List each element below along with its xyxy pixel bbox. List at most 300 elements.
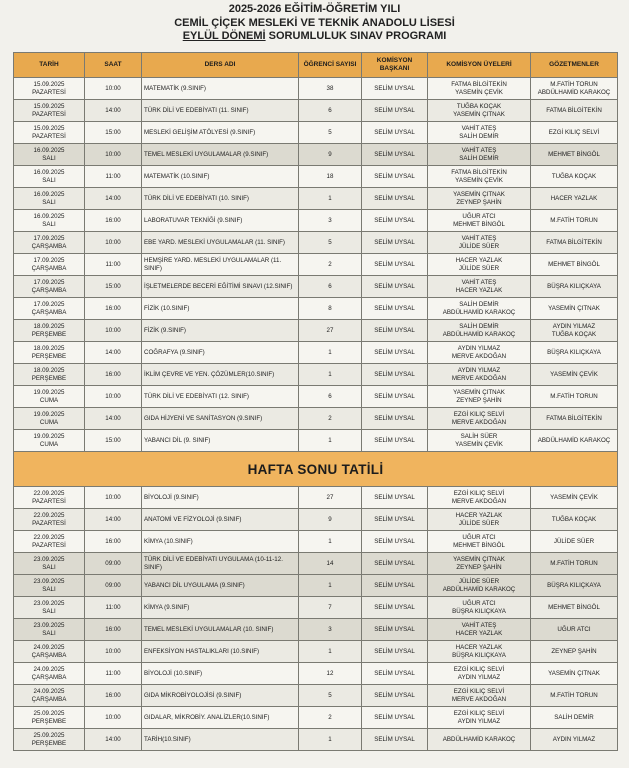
lesson-cell: GIDA MİKROBİYOLOJİSİ (9.SINIF) xyxy=(142,685,299,707)
supervisor: BÜŞRA KILIÇKAYA xyxy=(547,348,601,356)
supervisor: ZEYNEP ŞAHİN xyxy=(551,647,597,655)
supervisors-cell xyxy=(531,254,618,276)
student-count-cell: 3 xyxy=(299,619,362,641)
exam-day: PERŞEMBE xyxy=(31,330,67,338)
exam-date: 23.09.2025 xyxy=(33,555,65,563)
date-cell xyxy=(14,663,85,685)
lesson-cell: ENFEKSİYON HASTALIKLARI (10.SINIF) xyxy=(142,641,299,663)
date-cell xyxy=(14,597,85,619)
date-cell xyxy=(14,232,85,254)
commission-member: JÜLİDE SÜER xyxy=(458,264,500,272)
lesson-cell: MATEMATİK (9.SINIF) xyxy=(142,78,299,100)
commission-members-cell xyxy=(428,78,531,100)
commission-member: SALİH DEMİR xyxy=(459,132,499,140)
lesson-cell: İŞLETMELERDE BECERİ EĞİTİMİ SINAVI (12.SINIF) xyxy=(142,276,299,298)
exam-date: 19.09.2025 xyxy=(33,432,65,440)
commission-members-cell xyxy=(428,210,531,232)
header-row xyxy=(14,53,618,78)
table-row xyxy=(14,707,618,729)
table-row xyxy=(14,641,618,663)
lesson-cell: TEMEL MESLEKİ UYGULAMALAR (10. SINIF) xyxy=(142,619,299,641)
student-count-cell: 1 xyxy=(299,364,362,386)
exam-day: PAZARTESİ xyxy=(32,519,66,527)
time-cell: 10:00 xyxy=(85,386,142,408)
commission-president-cell: SELİM UYSAL xyxy=(362,641,428,663)
supervisors-cell xyxy=(531,232,618,254)
table-row xyxy=(14,531,618,553)
date-cell xyxy=(14,641,85,663)
exam-date: 18.09.2025 xyxy=(33,344,65,352)
lesson-cell: GIDALAR, MİKROBİY. ANALİZLER(10.SINIF) xyxy=(142,707,299,729)
time-cell: 10:00 xyxy=(85,320,142,342)
commission-president-cell: SELİM UYSAL xyxy=(362,298,428,320)
time-cell: 10:00 xyxy=(85,232,142,254)
supervisors-cell xyxy=(531,78,618,100)
supervisors-cell xyxy=(531,707,618,729)
commission-member: VAHİT ATEŞ xyxy=(461,124,497,132)
lesson-cell: YABANCI DİL UYGULAMA (9.SINIF) xyxy=(142,575,299,597)
time-cell: 11:00 xyxy=(85,597,142,619)
supervisor: TUĞBA KOÇAK xyxy=(551,172,597,180)
supervisors-cell xyxy=(531,408,618,430)
date-cell xyxy=(14,166,85,188)
commission-members-cell xyxy=(428,386,531,408)
time-cell: 10:00 xyxy=(85,78,142,100)
commission-president-cell: SELİM UYSAL xyxy=(362,144,428,166)
exam-day: CUMA xyxy=(39,396,59,404)
commission-member: SALİH DEMİR xyxy=(459,300,499,308)
exam-day: PERŞEMBE xyxy=(31,717,67,725)
exam-date: 24.09.2025 xyxy=(33,687,65,695)
commission-member: ZEYNEP ŞAHİN xyxy=(456,198,502,206)
exam-date: 25.09.2025 xyxy=(33,731,65,739)
document-title-block xyxy=(0,3,629,44)
commission-president-cell: SELİM UYSAL xyxy=(362,342,428,364)
lesson-cell: KİMYA (9.SINIF) xyxy=(142,597,299,619)
supervisors-cell xyxy=(531,729,618,751)
lesson-cell: TÜRK DİLİ VE EDEBİYATI (12. SINIF) xyxy=(142,386,299,408)
supervisor: FATMA BİLGİTEKİN xyxy=(546,238,602,246)
student-count-cell: 6 xyxy=(299,386,362,408)
commission-president-cell: SELİM UYSAL xyxy=(362,509,428,531)
exam-day: SALI xyxy=(42,585,56,593)
exam-day: PERŞEMBE xyxy=(31,739,67,747)
date-cell xyxy=(14,408,85,430)
table-row xyxy=(14,685,618,707)
date-cell xyxy=(14,342,85,364)
student-count-cell: 18 xyxy=(299,166,362,188)
student-count-cell: 1 xyxy=(299,729,362,751)
time-cell: 10:00 xyxy=(85,641,142,663)
exam-date: 23.09.2025 xyxy=(33,577,65,585)
table-row xyxy=(14,78,618,100)
commission-member: ABDÜLHAMİD KARAKOÇ xyxy=(442,330,516,338)
commission-president-cell: SELİM UYSAL xyxy=(362,100,428,122)
student-count-cell: 5 xyxy=(299,232,362,254)
student-count-cell: 5 xyxy=(299,685,362,707)
exam-date: 23.09.2025 xyxy=(33,621,65,629)
lesson-cell: COĞRAFYA (9.SINIF) xyxy=(142,342,299,364)
exam-date: 16.09.2025 xyxy=(33,190,65,198)
commission-president-cell: SELİM UYSAL xyxy=(362,232,428,254)
exam-day: SALI xyxy=(42,563,56,571)
student-count-cell: 6 xyxy=(299,100,362,122)
commission-president-cell: SELİM UYSAL xyxy=(362,729,428,751)
date-cell xyxy=(14,575,85,597)
commission-member: MERVE AKDOĞAN xyxy=(451,374,507,382)
supervisor: FATMA BİLGİTEKİN xyxy=(546,414,602,422)
commission-members-cell xyxy=(428,320,531,342)
title-year: 2025-2026 EĞİTİM-ÖĞRETİM YILI xyxy=(228,3,401,15)
exam-date: 24.09.2025 xyxy=(33,643,65,651)
commission-members-cell xyxy=(428,553,531,575)
commission-member: YASEMİN ÇEVİK xyxy=(455,176,503,184)
supervisor: M.FATİH TORUN xyxy=(550,559,598,567)
time-cell: 14:00 xyxy=(85,342,142,364)
commission-member: YASEMİN ÇEVİK xyxy=(455,88,503,96)
exam-schedule-table xyxy=(13,52,618,751)
lesson-cell: FİZİK (10.SINIF) xyxy=(142,298,299,320)
lesson-cell: YABANCI DİL (9. SINIF) xyxy=(142,430,299,452)
time-cell: 10:00 xyxy=(85,144,142,166)
exam-date: 18.09.2025 xyxy=(33,366,65,374)
table-row xyxy=(14,386,618,408)
commission-member: EZGİ KILIÇ SELVİ xyxy=(453,410,505,418)
supervisors-cell xyxy=(531,685,618,707)
time-cell: 14:00 xyxy=(85,729,142,751)
exam-day: CUMA xyxy=(39,440,59,448)
student-count-cell: 1 xyxy=(299,531,362,553)
commission-member: UĞUR ATCI xyxy=(462,599,496,607)
student-count-cell: 7 xyxy=(299,597,362,619)
date-cell xyxy=(14,320,85,342)
supervisor: BÜŞRA KILIÇKAYA xyxy=(547,282,601,290)
header-supervisors: GÖZETMENLER xyxy=(531,53,618,78)
supervisor: MEHMET BİNGÖL xyxy=(548,260,600,268)
time-cell: 09:00 xyxy=(85,575,142,597)
lesson-cell: LABORATUVAR TEKNİĞİ (9.SINIF) xyxy=(142,210,299,232)
exam-day: ÇARŞAMBA xyxy=(31,242,67,250)
exam-date: 23.09.2025 xyxy=(33,599,65,607)
lesson-cell: HEMŞİRE YARD. MESLEKİ UYGULAMALAR (11. SINIF) xyxy=(142,254,299,276)
time-cell: 16:00 xyxy=(85,298,142,320)
time-cell: 11:00 xyxy=(85,663,142,685)
table-row xyxy=(14,320,618,342)
lesson-cell: TÜRK DİLİ VE EDEBİYATI (10. SINIF) xyxy=(142,188,299,210)
date-cell xyxy=(14,386,85,408)
exam-day: PAZARTESİ xyxy=(32,541,66,549)
supervisor: ABDÜLHAMİD KARAKOÇ xyxy=(537,88,611,96)
table-row xyxy=(14,663,618,685)
exam-date: 16.09.2025 xyxy=(33,212,65,220)
exam-day: PAZARTESİ xyxy=(32,110,66,118)
exam-day: PAZARTESİ xyxy=(32,88,66,96)
student-count-cell: 1 xyxy=(299,188,362,210)
header-time: SAAT xyxy=(85,53,142,78)
header-commission-president: KOMİSYON BAŞKANI xyxy=(362,53,428,78)
commission-president-cell: SELİM UYSAL xyxy=(362,685,428,707)
commission-president-cell: SELİM UYSAL xyxy=(362,188,428,210)
exam-date: 22.09.2025 xyxy=(33,533,65,541)
commission-member: VAHİT ATEŞ xyxy=(461,146,497,154)
table-row xyxy=(14,729,618,751)
commission-member: JÜLİDE SÜER xyxy=(458,519,500,527)
commission-members-cell xyxy=(428,188,531,210)
exam-date: 15.09.2025 xyxy=(33,124,65,132)
commission-members-cell xyxy=(428,276,531,298)
student-count-cell: 27 xyxy=(299,320,362,342)
student-count-cell: 9 xyxy=(299,509,362,531)
commission-member: ABDÜLHAMİD KARAKOÇ xyxy=(442,585,516,593)
commission-president-cell: SELİM UYSAL xyxy=(362,707,428,729)
table-row xyxy=(14,100,618,122)
commission-members-cell xyxy=(428,430,531,452)
table-row xyxy=(14,342,618,364)
exam-date: 22.09.2025 xyxy=(33,511,65,519)
lesson-cell: ANATOMİ VE FİZYOLOJİ (9.SINIF) xyxy=(142,509,299,531)
lesson-cell: FİZİK (9.SINIF) xyxy=(142,320,299,342)
supervisors-cell xyxy=(531,144,618,166)
date-cell xyxy=(14,729,85,751)
commission-member: BÜŞRA KILIÇKAYA xyxy=(452,651,506,659)
commission-president-cell: SELİM UYSAL xyxy=(362,408,428,430)
commission-member: EZGİ KILIÇ SELVİ xyxy=(453,489,505,497)
supervisors-cell xyxy=(531,298,618,320)
commission-member: MERVE AKDOĞAN xyxy=(451,352,507,360)
supervisor: M.FATİH TORUN xyxy=(550,80,598,88)
date-cell xyxy=(14,685,85,707)
table-row xyxy=(14,509,618,531)
supervisors-cell xyxy=(531,210,618,232)
header-commission-members: KOMİSYON ÜYELERİ xyxy=(428,53,531,78)
commission-member: BÜŞRA KILIÇKAYA xyxy=(452,607,506,615)
supervisors-cell xyxy=(531,342,618,364)
exam-day: CUMA xyxy=(39,418,59,426)
lesson-cell: TÜRK DİLİ VE EDEBİYATI (11. SINIF) xyxy=(142,100,299,122)
date-cell xyxy=(14,276,85,298)
time-cell: 14:00 xyxy=(85,408,142,430)
title-program xyxy=(0,30,629,44)
student-count-cell: 14 xyxy=(299,553,362,575)
commission-member: HACER YAZLAK xyxy=(455,511,503,519)
exam-date: 15.09.2025 xyxy=(33,80,65,88)
date-cell xyxy=(14,553,85,575)
exam-date: 17.09.2025 xyxy=(33,256,65,264)
student-count-cell: 38 xyxy=(299,78,362,100)
exam-day: SALI xyxy=(42,176,56,184)
commission-member: AYDIN YILMAZ xyxy=(457,366,501,374)
supervisor: YASEMİN ÇITNAK xyxy=(548,304,600,312)
commission-members-cell xyxy=(428,408,531,430)
supervisor: HACER YAZLAK xyxy=(550,194,598,202)
exam-day: ÇARŞAMBA xyxy=(31,695,67,703)
time-cell: 11:00 xyxy=(85,254,142,276)
student-count-cell: 2 xyxy=(299,408,362,430)
time-cell: 15:00 xyxy=(85,122,142,144)
date-cell xyxy=(14,707,85,729)
supervisor: M.FATİH TORUN xyxy=(550,216,598,224)
commission-member: HACER YAZLAK xyxy=(455,643,503,651)
commission-members-cell xyxy=(428,619,531,641)
supervisors-cell xyxy=(531,553,618,575)
student-count-cell: 27 xyxy=(299,487,362,509)
supervisor: AYDIN YILMAZ xyxy=(552,322,596,330)
header-lesson: DERS ADI xyxy=(142,53,299,78)
commission-member: EZGİ KILIÇ SELVİ xyxy=(453,687,505,695)
commission-member: AYDIN YILMAZ xyxy=(457,344,501,352)
supervisors-cell xyxy=(531,575,618,597)
date-cell xyxy=(14,298,85,320)
supervisors-cell xyxy=(531,386,618,408)
commission-president-cell: SELİM UYSAL xyxy=(362,320,428,342)
commission-member: TUĞBA KOÇAK xyxy=(456,102,502,110)
commission-member: HACER YAZLAK xyxy=(455,256,503,264)
student-count-cell: 8 xyxy=(299,298,362,320)
commission-member: YASEMİN ÇITNAK xyxy=(453,388,505,396)
table-row xyxy=(14,487,618,509)
commission-member: MEHMET BİNGÖL xyxy=(453,541,505,549)
commission-president-cell: SELİM UYSAL xyxy=(362,276,428,298)
exam-date: 16.09.2025 xyxy=(33,168,65,176)
date-cell xyxy=(14,188,85,210)
commission-members-cell xyxy=(428,509,531,531)
supervisor: BÜŞRA KILIÇKAYA xyxy=(547,581,601,589)
table-row xyxy=(14,254,618,276)
commission-members-cell xyxy=(428,364,531,386)
commission-members-cell xyxy=(428,100,531,122)
exam-date: 24.09.2025 xyxy=(33,665,65,673)
exam-date: 18.09.2025 xyxy=(33,322,65,330)
exam-day: PERŞEMBE xyxy=(31,352,67,360)
supervisor: TUĞBA KOÇAK xyxy=(551,330,597,338)
commission-president-cell: SELİM UYSAL xyxy=(362,210,428,232)
supervisors-cell xyxy=(531,188,618,210)
exam-date: 16.09.2025 xyxy=(33,146,65,154)
supervisors-cell xyxy=(531,663,618,685)
exam-date: 25.09.2025 xyxy=(33,709,65,717)
commission-members-cell xyxy=(428,342,531,364)
exam-day: ÇARŞAMBA xyxy=(31,651,67,659)
commission-members-cell xyxy=(428,707,531,729)
supervisors-cell xyxy=(531,597,618,619)
commission-members-cell xyxy=(428,597,531,619)
commission-president-cell: SELİM UYSAL xyxy=(362,663,428,685)
commission-member: VAHİT ATEŞ xyxy=(461,278,497,286)
commission-president-cell: SELİM UYSAL xyxy=(362,386,428,408)
exam-date: 17.09.2025 xyxy=(33,278,65,286)
lesson-cell: BİYOLOJİ (9.SINIF) xyxy=(142,487,299,509)
supervisors-cell xyxy=(531,276,618,298)
exam-day: PAZARTESİ xyxy=(32,497,66,505)
commission-member: VAHİT ATEŞ xyxy=(461,234,497,242)
commission-president-cell: SELİM UYSAL xyxy=(362,430,428,452)
supervisor: UĞUR ATCI xyxy=(557,625,591,633)
supervisor: YASEMİN ÇEVİK xyxy=(550,493,598,501)
date-cell xyxy=(14,430,85,452)
commission-president-cell: SELİM UYSAL xyxy=(362,553,428,575)
date-cell xyxy=(14,509,85,531)
supervisor: M.FATİH TORUN xyxy=(550,392,598,400)
table-row xyxy=(14,144,618,166)
commission-president-cell: SELİM UYSAL xyxy=(362,575,428,597)
commission-member: SALİH DEMİR xyxy=(459,154,499,162)
supervisor: SALİH DEMİR xyxy=(554,713,594,721)
exam-day: ÇARŞAMBA xyxy=(31,308,67,316)
commission-president-cell: SELİM UYSAL xyxy=(362,122,428,144)
supervisors-cell xyxy=(531,122,618,144)
exam-date: 17.09.2025 xyxy=(33,234,65,242)
weekend-holiday-row xyxy=(14,452,618,487)
supervisor: AYDIN YILMAZ xyxy=(552,735,596,743)
supervisor: YASEMİN ÇITNAK xyxy=(548,669,600,677)
lesson-cell: TEMEL MESLEKİ UYGULAMALAR (9.SINIF) xyxy=(142,144,299,166)
supervisors-cell xyxy=(531,641,618,663)
commission-member: MERVE AKDOĞAN xyxy=(451,497,507,505)
exam-date: 15.09.2025 xyxy=(33,102,65,110)
commission-members-cell xyxy=(428,575,531,597)
commission-members-cell xyxy=(428,641,531,663)
date-cell xyxy=(14,78,85,100)
commission-member: YASEMİN ÇITNAK xyxy=(453,190,505,198)
table-row xyxy=(14,166,618,188)
title-term: EYLÜL DÖNEMİ xyxy=(182,30,266,42)
date-cell xyxy=(14,210,85,232)
commission-member: ABDÜLHAMİD KARAKOÇ xyxy=(442,735,516,743)
time-cell: 09:00 xyxy=(85,553,142,575)
supervisor: M.FATİH TORUN xyxy=(550,691,598,699)
time-cell: 10:00 xyxy=(85,487,142,509)
exam-day: SALI xyxy=(42,607,56,615)
supervisors-cell xyxy=(531,531,618,553)
commission-member: SALİH SÜER xyxy=(460,432,498,440)
time-cell: 15:00 xyxy=(85,430,142,452)
exam-day: SALI xyxy=(42,220,56,228)
table-row xyxy=(14,188,618,210)
commission-member: YASEMİN ÇITNAK xyxy=(453,110,505,118)
commission-member: JÜLİDE SÜER xyxy=(458,242,500,250)
date-cell xyxy=(14,531,85,553)
exam-date: 17.09.2025 xyxy=(33,300,65,308)
commission-member: UĞUR ATCI xyxy=(462,533,496,541)
lesson-cell: GIDA HİJYENİ VE SANİTASYON (9.SINIF) xyxy=(142,408,299,430)
student-count-cell: 1 xyxy=(299,641,362,663)
time-cell: 10:00 xyxy=(85,707,142,729)
table-row xyxy=(14,575,618,597)
commission-member: JÜLİDE SÜER xyxy=(458,577,500,585)
exam-date: 22.09.2025 xyxy=(33,489,65,497)
commission-president-cell: SELİM UYSAL xyxy=(362,487,428,509)
commission-members-cell xyxy=(428,531,531,553)
supervisor: MEHMET BİNGÖL xyxy=(548,603,600,611)
table-row xyxy=(14,430,618,452)
supervisor: YASEMİN ÇEVİK xyxy=(550,370,598,378)
supervisors-cell xyxy=(531,100,618,122)
exam-day: SALI xyxy=(42,629,56,637)
supervisor: ABDÜLHAMİD KARAKOÇ xyxy=(537,436,611,444)
header-student-count: ÖĞRENCİ SAYISI xyxy=(299,53,362,78)
commission-member: MERVE AKDOĞAN xyxy=(451,418,507,426)
commission-member: UĞUR ATCI xyxy=(462,212,496,220)
title-school: CEMİL ÇİÇEK MESLEKİ VE TEKNİK ANADOLU LİSESİ xyxy=(174,16,455,29)
time-cell: 15:00 xyxy=(85,276,142,298)
commission-member: AYDIN YILMAZ xyxy=(457,673,501,681)
table-row xyxy=(14,364,618,386)
lesson-cell: KİMYA (10.SINIF) xyxy=(142,531,299,553)
time-cell: 14:00 xyxy=(85,100,142,122)
time-cell: 14:00 xyxy=(85,509,142,531)
date-cell xyxy=(14,254,85,276)
commission-members-cell xyxy=(428,166,531,188)
